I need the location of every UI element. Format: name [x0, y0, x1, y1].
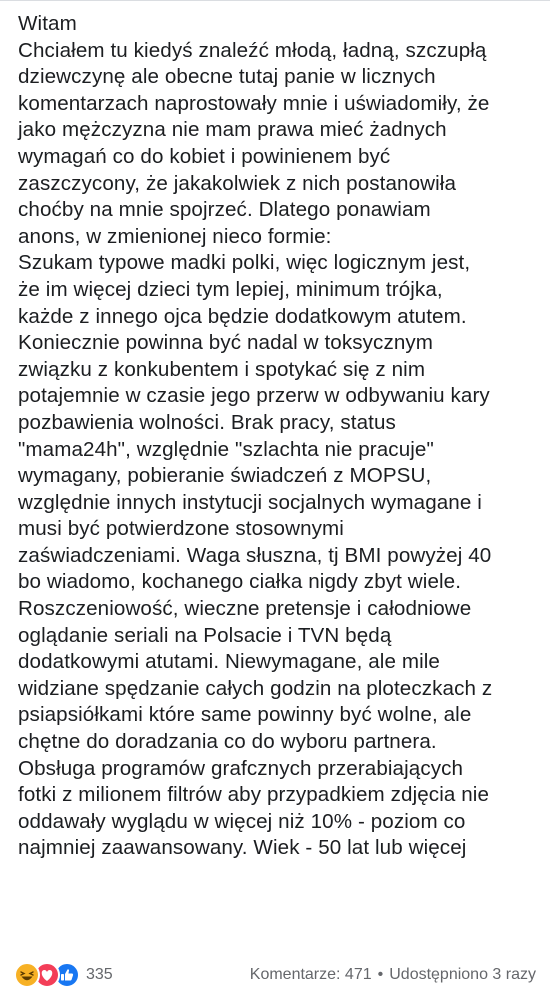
- reaction-icons: [14, 962, 80, 988]
- comments-count-link[interactable]: Komentarze: 471: [249, 966, 372, 983]
- post-text-line: oddawały wyglądu w więcej niż 10% - poziom co: [18, 809, 466, 833]
- reaction-count: 335: [86, 966, 113, 983]
- post-text-line: potajemnie w czasie jego przerw w odbywaniu kary: [18, 384, 490, 408]
- post-text-line: wymagany, pobieranie świadczeń z MOPSU,: [18, 464, 432, 488]
- post-text-line: bo wiadomo, kochanego ciałka nigdy zbyt wiele.: [18, 570, 462, 594]
- post-text-line: chętne do doradzania co do wyboru partnera.: [18, 730, 437, 754]
- post-footer: [14, 961, 536, 989]
- post-text-line: każde z innego ojca będzie dodatkowym atutem.: [18, 304, 467, 328]
- post-text-line: komentarzach naprostowały mnie i uświadomiły, że: [18, 91, 490, 115]
- post-text-line: choćby na mnie spojrzeć. Dlatego ponawiam: [18, 198, 431, 222]
- post-text-line: zaszczycony, że jakakolwiek z nich postanowiła: [18, 171, 457, 195]
- post-text-line: psiapsiółkami które same powinny być wolne, ale: [18, 703, 472, 727]
- post-text-line: że im więcej dzieci tym lepiej, minimum trójka,: [18, 277, 443, 301]
- post-text-line: musi być potwierdzone stosownymi: [18, 517, 344, 541]
- post-text-line: Witam: [18, 12, 77, 35]
- post-text-line: dodatkowymi atutami. Niewymagane, ale mile: [18, 650, 440, 674]
- post-text-line: dziewczynę ale obecne tutaj panie w licznych: [18, 65, 436, 89]
- post-text-line: Chciałem tu kiedyś znaleźć młodą, ładną, szczupłą: [18, 38, 487, 62]
- post-text-line: najmniej zaawansowany. Wiek - 50 lat lub więcej: [18, 836, 467, 860]
- post-text-line: względnie innych instytucji socjalnych wymagane i: [18, 490, 482, 514]
- post-text-line: oglądanie seriali na Polsacie i TVN będą: [18, 623, 392, 647]
- post-text-line: Obsługa programów grafcznych przerabiających: [18, 756, 464, 780]
- post-text-line: zaświadczeniami. Waga słuszna, tj BMI powyżej 40: [18, 543, 492, 567]
- post-text-line: Szukam typowe madki polki, więc logicznym jest,: [18, 251, 471, 275]
- post-text-line: "mama24h", względnie "szlachta nie pracuje": [18, 437, 434, 461]
- post-stats: [250, 966, 536, 984]
- post-text-line: Koniecznie powinna być nadal w toksycznym: [18, 331, 434, 355]
- shares-count-link[interactable]: Udostępniono 3 razy: [389, 966, 536, 983]
- haha-icon: [14, 962, 40, 988]
- separator-dot: •: [377, 966, 384, 983]
- post-text-line: jako mężczyzna nie mam prawa mieć żadnych: [18, 118, 447, 142]
- post-text-line: fotki z milionem filtrów aby przypadkiem zdjęcia nie: [18, 783, 490, 807]
- post-text-line: widziane spędzanie całych godzin na ploteczkach z: [18, 676, 493, 700]
- post-text-line: pozbawienia wolności. Brak pracy, status: [18, 410, 396, 434]
- post-text-line: anons, w zmienionej nieco formie:: [18, 224, 332, 248]
- post-body: [18, 11, 542, 862]
- post-text-line: Roszczeniowość, wieczne pretensje i całodniowe: [18, 597, 472, 621]
- reactions-summary[interactable]: [14, 962, 113, 988]
- post-text-line: związku z konkubentem i spotykać się z nim: [18, 357, 426, 381]
- post-text-line: wymagań co do kobiet i powinienem być: [18, 144, 391, 168]
